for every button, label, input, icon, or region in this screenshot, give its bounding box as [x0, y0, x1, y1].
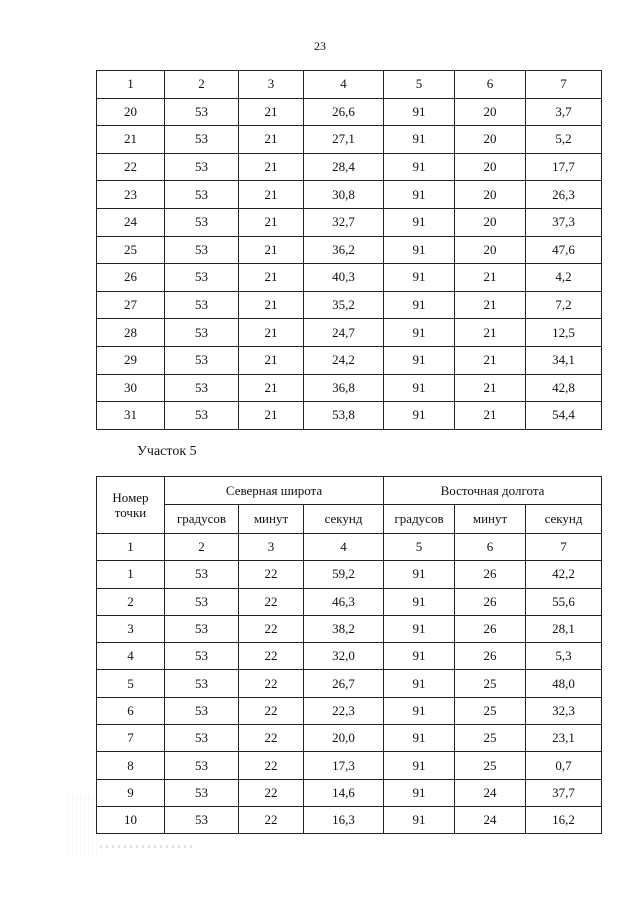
table-cell: 53 [165, 346, 239, 374]
scan-artifact [68, 795, 98, 855]
table-cell: 22 [239, 779, 304, 806]
table-cell: 24,2 [304, 346, 384, 374]
table-row [97, 126, 602, 154]
table-row [97, 181, 602, 209]
lon-seconds-header: секунд [526, 505, 602, 534]
table-cell: 26 [455, 561, 526, 588]
table-cell: 22 [239, 806, 304, 833]
table-cell: 3 [97, 615, 165, 642]
table-cell: 28,4 [304, 153, 384, 181]
table-cell: 29 [97, 346, 165, 374]
table-cell: 21 [455, 319, 526, 347]
table-cell: 91 [384, 208, 455, 236]
table-cell: 21 [239, 291, 304, 319]
table-cell: 53 [165, 264, 239, 292]
table-cell: 22 [239, 643, 304, 670]
table-cell: 7 [526, 534, 602, 561]
table-cell: 91 [384, 588, 455, 615]
table-cell: 91 [384, 402, 455, 430]
table-cell: 22 [239, 561, 304, 588]
table-row [97, 98, 602, 126]
table-cell: 37,7 [526, 779, 602, 806]
table-cell: 32,3 [526, 697, 602, 724]
table-cell: 91 [384, 374, 455, 402]
table-cell: 21 [97, 126, 165, 154]
table-row [97, 319, 602, 347]
table-cell: 22 [239, 588, 304, 615]
table-cell: 91 [384, 346, 455, 374]
table-cell: 42,2 [526, 561, 602, 588]
table-cell: 53 [165, 153, 239, 181]
table-row [97, 153, 602, 181]
table-cell: 21 [239, 153, 304, 181]
table-cell: 91 [384, 670, 455, 697]
table-cell: 25 [455, 670, 526, 697]
table-cell: 26,3 [526, 181, 602, 209]
table-cell: 21 [455, 346, 526, 374]
table-cell: 27 [97, 291, 165, 319]
table-cell: 30 [97, 374, 165, 402]
table-cell: 53 [165, 588, 239, 615]
table-cell: 20 [455, 236, 526, 264]
table-cell: 53 [165, 643, 239, 670]
table-cell: 91 [384, 697, 455, 724]
table-cell: 53 [165, 319, 239, 347]
table-cell: 20 [455, 98, 526, 126]
table-cell: 7 [97, 725, 165, 752]
page-number: 23 [314, 39, 326, 53]
table-cell: 21 [239, 126, 304, 154]
table-cell: 53 [165, 725, 239, 752]
table-cell: 0,7 [526, 752, 602, 779]
table-cell: 53 [165, 697, 239, 724]
table-cell: 21 [455, 264, 526, 292]
north-latitude-header: Северная широта [165, 477, 384, 505]
table-cell: 91 [384, 236, 455, 264]
east-longitude-header: Восточная долгота [384, 477, 602, 505]
table-cell: 20 [97, 98, 165, 126]
table-cell: 53 [165, 615, 239, 642]
table-cell: 53 [165, 291, 239, 319]
table-cell: 6 [455, 71, 526, 99]
table-cell: 21 [239, 236, 304, 264]
table-row [97, 291, 602, 319]
table-cell: 4 [304, 534, 384, 561]
table-cell: 26,7 [304, 670, 384, 697]
table-cell: 5 [384, 71, 455, 99]
table-cell: 21 [239, 264, 304, 292]
table-cell: 21 [239, 98, 304, 126]
coordinates-table-continued [96, 70, 602, 430]
lat-minutes-header: минут [239, 505, 304, 534]
lat-seconds-header: секунд [304, 505, 384, 534]
table-cell: 53 [165, 208, 239, 236]
table-cell: 91 [384, 264, 455, 292]
table-cell: 32,7 [304, 208, 384, 236]
table-cell: 42,8 [526, 374, 602, 402]
table-row [97, 725, 602, 752]
table-cell: 91 [384, 319, 455, 347]
table-cell: 10 [97, 806, 165, 833]
lon-minutes-header: минут [455, 505, 526, 534]
table-cell: 91 [384, 725, 455, 752]
table-cell: 91 [384, 752, 455, 779]
table-cell: 22,3 [304, 697, 384, 724]
table-cell: 21 [455, 291, 526, 319]
table-row [97, 779, 602, 806]
table-cell: 24 [455, 806, 526, 833]
table-cell: 7 [526, 71, 602, 99]
table-cell: 22 [239, 697, 304, 724]
table-cell: 21 [455, 374, 526, 402]
column-number-row [97, 534, 602, 561]
table-cell: 2 [165, 534, 239, 561]
table-cell: 3,7 [526, 98, 602, 126]
table-cell: 54,4 [526, 402, 602, 430]
table-cell: 28 [97, 319, 165, 347]
table-cell: 91 [384, 153, 455, 181]
table-cell: 4 [97, 643, 165, 670]
table-cell: 5,3 [526, 643, 602, 670]
table-cell: 91 [384, 806, 455, 833]
table-cell: 22 [239, 615, 304, 642]
table-cell: 59,2 [304, 561, 384, 588]
table-cell: 53 [165, 98, 239, 126]
table-cell: 53 [165, 670, 239, 697]
table-cell: 37,3 [526, 208, 602, 236]
table-cell: 17,3 [304, 752, 384, 779]
table-cell: 3 [239, 71, 304, 99]
table-cell: 17,7 [526, 153, 602, 181]
column-number-row [97, 71, 602, 99]
table-cell: 20 [455, 126, 526, 154]
table-row [97, 643, 602, 670]
table-cell: 53 [165, 236, 239, 264]
table-cell: 91 [384, 561, 455, 588]
table-cell: 25 [97, 236, 165, 264]
table-row [97, 588, 602, 615]
table-cell: 40,3 [304, 264, 384, 292]
table-cell: 6 [455, 534, 526, 561]
table-cell: 91 [384, 643, 455, 670]
table-cell: 27,1 [304, 126, 384, 154]
table-cell: 21 [239, 346, 304, 374]
table-cell: 53 [165, 374, 239, 402]
table-row [97, 402, 602, 430]
table-cell: 4,2 [526, 264, 602, 292]
table-cell: 23 [97, 181, 165, 209]
table-cell: 53 [165, 752, 239, 779]
table-cell: 47,6 [526, 236, 602, 264]
table-cell: 1 [97, 561, 165, 588]
table-cell: 24 [455, 779, 526, 806]
table-row [97, 264, 602, 292]
table-cell: 22 [239, 752, 304, 779]
table-cell: 53 [165, 779, 239, 806]
table-row [97, 561, 602, 588]
table-cell: 5,2 [526, 126, 602, 154]
table-cell: 25 [455, 697, 526, 724]
coordinates-table-section-5 [96, 476, 602, 834]
table-cell: 22 [97, 153, 165, 181]
table-cell: 2 [97, 588, 165, 615]
table-cell: 23,1 [526, 725, 602, 752]
table-cell: 91 [384, 615, 455, 642]
table-cell: 6 [97, 697, 165, 724]
point-header-line1: Номер [112, 490, 149, 505]
table-row [97, 615, 602, 642]
table-cell: 20 [455, 153, 526, 181]
table-cell: 21 [455, 402, 526, 430]
table-cell: 31 [97, 402, 165, 430]
table-cell: 91 [384, 126, 455, 154]
scan-artifact [100, 845, 195, 848]
table-cell: 24 [97, 208, 165, 236]
table-row [97, 346, 602, 374]
table-cell: 22 [239, 670, 304, 697]
table-cell: 26 [455, 643, 526, 670]
table-row [97, 236, 602, 264]
table-cell: 20,0 [304, 725, 384, 752]
table-row [97, 697, 602, 724]
table-cell: 21 [239, 374, 304, 402]
table-cell: 21 [239, 208, 304, 236]
table-cell: 22 [239, 725, 304, 752]
table-cell: 26 [455, 615, 526, 642]
table-cell: 55,6 [526, 588, 602, 615]
table-cell: 9 [97, 779, 165, 806]
table-cell: 2 [165, 71, 239, 99]
table-cell: 5 [384, 534, 455, 561]
table-row [97, 670, 602, 697]
table-cell: 28,1 [526, 615, 602, 642]
table-cell: 91 [384, 181, 455, 209]
table-cell: 1 [97, 71, 165, 99]
table-cell: 48,0 [526, 670, 602, 697]
table-cell: 38,2 [304, 615, 384, 642]
table-cell: 20 [455, 208, 526, 236]
point-number-header [97, 477, 165, 534]
table-cell: 53 [165, 126, 239, 154]
table-cell: 46,3 [304, 588, 384, 615]
table-cell: 21 [239, 181, 304, 209]
table-cell: 4 [304, 71, 384, 99]
table-cell: 91 [384, 779, 455, 806]
table-cell: 26 [455, 588, 526, 615]
table-cell: 12,5 [526, 319, 602, 347]
table-cell: 53 [165, 806, 239, 833]
table-cell: 20 [455, 181, 526, 209]
table-cell: 53 [165, 561, 239, 588]
table-cell: 53 [165, 181, 239, 209]
table-cell: 3 [239, 534, 304, 561]
lat-degrees-header: градусов [165, 505, 239, 534]
table-cell: 14,6 [304, 779, 384, 806]
table-cell: 36,8 [304, 374, 384, 402]
table-cell: 25 [455, 752, 526, 779]
table-cell: 53 [165, 402, 239, 430]
table-cell: 21 [239, 319, 304, 347]
table-cell: 30,8 [304, 181, 384, 209]
table-cell: 1 [97, 534, 165, 561]
table-cell: 32,0 [304, 643, 384, 670]
table-cell: 16,3 [304, 806, 384, 833]
section-title: Участок 5 [137, 444, 197, 459]
table-cell: 24,7 [304, 319, 384, 347]
table-cell: 21 [239, 402, 304, 430]
table-cell: 8 [97, 752, 165, 779]
table-row [97, 752, 602, 779]
table-row [97, 806, 602, 833]
table-cell: 91 [384, 291, 455, 319]
table-cell: 91 [384, 98, 455, 126]
point-header-line2: точки [114, 505, 147, 520]
table-cell: 26 [97, 264, 165, 292]
table-cell: 26,6 [304, 98, 384, 126]
table-cell: 36,2 [304, 236, 384, 264]
lon-degrees-header: градусов [384, 505, 455, 534]
table-cell: 34,1 [526, 346, 602, 374]
table-cell: 7,2 [526, 291, 602, 319]
table-cell: 25 [455, 725, 526, 752]
table-row [97, 374, 602, 402]
table-cell: 53,8 [304, 402, 384, 430]
table-cell: 35,2 [304, 291, 384, 319]
table-cell: 16,2 [526, 806, 602, 833]
table-row [97, 208, 602, 236]
table-cell: 5 [97, 670, 165, 697]
